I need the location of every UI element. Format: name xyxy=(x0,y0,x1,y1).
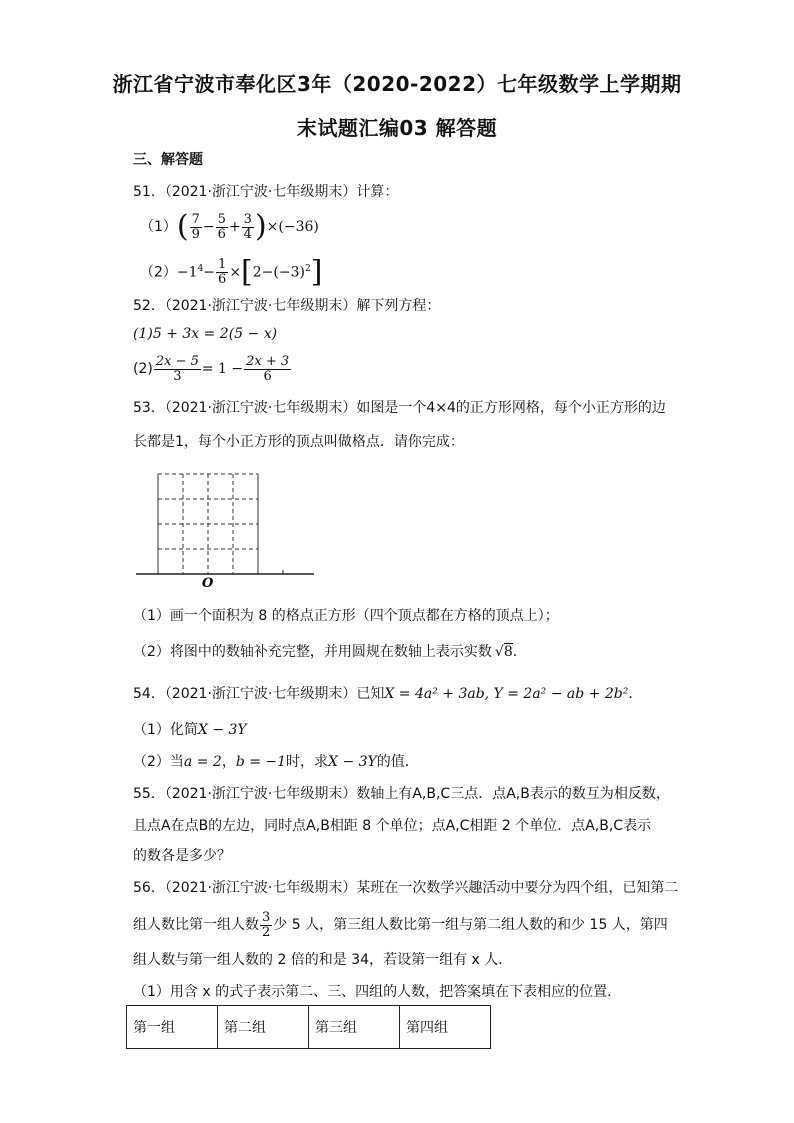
q53-part1: （1）画一个面积为 8 的格点正方形（四个顶点都在方格的顶点上）； xyxy=(133,608,559,624)
table-row xyxy=(127,1006,491,1049)
page-title: 浙江省宁波市奉化区3年（2020-2022）七年级数学上学期期 xyxy=(112,72,682,96)
q55-line1: 55．（2021·浙江宁波·七年级期末）数轴上有A,B,C三点．点A,B表示的数互为相反数， xyxy=(133,786,670,802)
dashed-grid xyxy=(158,474,258,574)
q55-line3: 的数各是多少？ xyxy=(133,848,231,864)
q55-line2: 且点A在点B的左边，同时点A,B相距 8 个单位；点A,C相距 2 个单位．点A,B,C表示 xyxy=(133,818,652,834)
q53-grid-figure xyxy=(130,466,320,591)
q54-part1: （1）化简X − 3Y xyxy=(133,722,247,738)
q56-line1: 56．（2021·浙江宁波·七年级期末）某班在一次数学兴趣活动中要分为四个组，已知第二 xyxy=(133,880,679,896)
q56-line2: 组人数比第一组人数 $\frac{3}{2}$ 少 5 人，第三组人数比第一组与第二组人数的和少 15 人，第四 xyxy=(133,909,668,940)
groups-table xyxy=(126,1005,491,1049)
section-heading: 三、解答题 xyxy=(133,152,203,168)
q53-stem-line1: 53．（2021·浙江宁波·七年级期末）如图是一个4×4的正方形网格，每个小正方形的边 xyxy=(133,400,666,416)
q51-part2: $(2)-1^4-$ $\frac{1}{6}$ $\times[2-(-3)^2]$ xyxy=(140,254,323,290)
q52-part2: (2) $\frac{2x - 5}{3}$ = 1 − $\frac{2x + 3}{6}$ xyxy=(133,353,290,384)
q51-stem: 51．（2021·浙江宁波·七年级期末）计算： xyxy=(133,184,399,200)
origin-label: O xyxy=(202,576,214,591)
q54-stem: 54．（2021·浙江宁波·七年级期末）已知X = 4a² + 3ab, Y = 2a² − ab + 2b²． xyxy=(133,686,643,702)
q53-part2: （2）将图中的数轴补充完整，并用圆规在数轴上表示实数 √8． xyxy=(133,644,527,660)
page-subtitle: 末试题汇编03 解答题 xyxy=(296,116,498,140)
table-header-cell: 第二组 xyxy=(218,1006,309,1049)
q52-stem: 52．（2021·浙江宁波·七年级期末）解下列方程： xyxy=(133,298,441,314)
q53-stem-line2: 长都是1，每个小正方形的顶点叫做格点．请你完成： xyxy=(133,434,464,450)
q56-part1: （1）用含 x 的式子表示第二、三、四组的人数，把答案填在下表相应的位置． xyxy=(133,984,622,1000)
q52-part1: (1)5 + 3x = 2(5 − x) xyxy=(133,326,278,342)
q56-line3: 组人数与第一组人数的 2 倍的和是 34，若设第一组有 x 人． xyxy=(133,952,513,968)
table-header-cell: 第四组 xyxy=(400,1006,491,1049)
q51-part1: （1）( $\frac{7}{9}$ − $\frac{5}{6}$ + $\frac{3}{4}$ )×(−36) xyxy=(140,209,319,244)
q54-part2: （2）当a = 2，b = −1时，求X − 3Y的值． xyxy=(133,754,419,770)
table-header-cell: 第三组 xyxy=(309,1006,400,1049)
table-header-cell: 第一组 xyxy=(127,1006,218,1049)
